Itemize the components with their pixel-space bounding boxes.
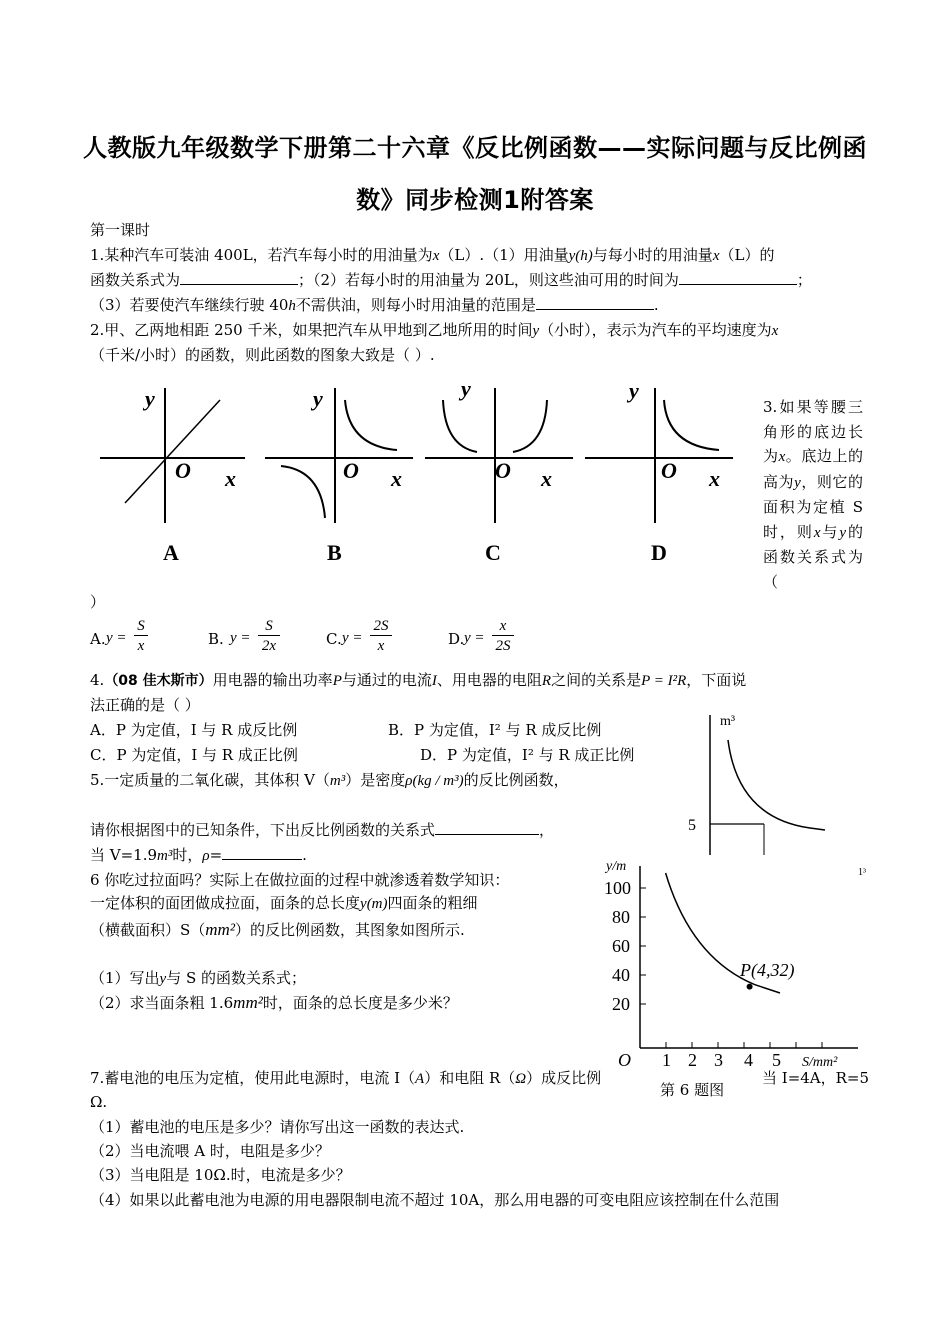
q1-blank-2[interactable] bbox=[679, 270, 797, 285]
q6-graph-point-label: P(4,32) bbox=[740, 960, 795, 980]
graph-d-x-label: x bbox=[709, 466, 720, 491]
graph-a[interactable] bbox=[100, 386, 245, 565]
graph-d-origin: O bbox=[661, 458, 677, 483]
q6-graph-xlabel: S/mm² bbox=[802, 1055, 838, 1070]
graph-b-label: B bbox=[327, 540, 342, 565]
q1-line3: （3）若要使汽车继续行驶 40h不需供油，则每小时用油量的范围是 . bbox=[90, 296, 659, 314]
graph-c[interactable] bbox=[425, 378, 573, 565]
q2-line1: 2.甲、乙两地相距 250 千米，如果把汽车从甲地到乙地所用的时间y（小时），表示为汽车的平均速度为x bbox=[90, 321, 779, 339]
lesson-label: 第一课时 bbox=[90, 221, 151, 239]
q5-blank-1[interactable] bbox=[435, 820, 539, 835]
q1-line1: 1.某种汽车可装油 400L，若汽车每小时的用油量为x（L）.（1）用油量y(h)与每小时的用油量x（L）的 bbox=[90, 246, 775, 264]
q6-graph-point bbox=[747, 984, 753, 990]
q6-graph-xtick-3: 3 bbox=[714, 1050, 723, 1070]
q5-graph-corner: 1³ bbox=[858, 867, 866, 875]
q5-graph bbox=[680, 700, 880, 875]
q6-graph-ytick-40: 40 bbox=[612, 965, 630, 985]
graph-c-label: C bbox=[485, 540, 501, 565]
q6-graph-ylabel: y/m bbox=[606, 859, 627, 874]
page-title-line1: 人教版九年级数学下册第二十六章《反比例函数——实际问题与反比例函 bbox=[83, 134, 867, 162]
graph-b-y-label: y bbox=[313, 386, 323, 411]
q5-line1: 5.一定质量的二氧化碳，其体积 V（m³）是密度ρ(kg / m³)的反比例函数， bbox=[90, 771, 569, 789]
graph-a-x-label: x bbox=[225, 466, 236, 491]
q6-line3: （横截面积）S（mm²）的反比例函数，其图象如图所示. bbox=[90, 920, 465, 939]
q6-sub2: （2）求当面条粗 1.6mm²时，面条的总长度是多少米？ bbox=[90, 993, 458, 1012]
q6-graph-ytick-60: 60 bbox=[612, 936, 630, 956]
q1-line2: 函数关系式为 ；（2）若每小时的用油量为 20L，则这些油可用的时间为 ； bbox=[90, 271, 812, 289]
q6-graph-xtick-5: 5 bbox=[772, 1050, 781, 1070]
q7-line1: 7.蓄电池的电压为定植，使用此电源时，电流 I（A）和电阻 R（Ω）成反比例 bbox=[90, 1069, 602, 1087]
q6-line2: 一定体积的面团做成拉面，面条的总长度y(m)四面条的粗细 bbox=[90, 894, 478, 912]
graph-c-y-label: y bbox=[461, 378, 471, 401]
q7-sub1: （1）蓄电池的电压是多少？请你写出这一函数的表达式. bbox=[90, 1118, 465, 1136]
q5-graph-value: 5 bbox=[688, 817, 696, 834]
q1-blank-3[interactable] bbox=[536, 295, 654, 310]
q6-graph-xtick-2: 2 bbox=[688, 1050, 697, 1070]
graph-a-label: A bbox=[163, 540, 179, 565]
q3-options: A. y = S x B. y = S 2x C. y = 2S x D. y = x 2S bbox=[90, 618, 610, 662]
q6-graph-xtick-4: 4 bbox=[744, 1050, 753, 1070]
q4-option-a[interactable]: A．P 为定值，I 与 R 成反比例 bbox=[90, 721, 298, 739]
graph-c-origin: O bbox=[495, 458, 511, 483]
q7-line1-end: 当 I=4A，R=5 bbox=[762, 1069, 870, 1087]
graph-b-x-label: x bbox=[391, 466, 402, 491]
q3-close-paren: ） bbox=[90, 593, 106, 611]
q3-text: 3.如果等腰三角形的底边长为x。底边上的高为y，则它的面积为定植 S 时，则x与y的函数关系式为（ bbox=[763, 398, 863, 591]
q5-blank-2[interactable] bbox=[222, 845, 302, 860]
q7-sub3: （3）当电阻是 10Ω.时，电流是多少？ bbox=[90, 1166, 351, 1184]
q2-line2: （千米/小时）的函数，则此函数的图象大致是（ ）. bbox=[90, 346, 435, 364]
q6-line1: 6 你吃过拉面吗？实际上在做拉面的过程中就渗透着数学知识： bbox=[90, 871, 510, 889]
graph-d-label: D bbox=[651, 540, 667, 565]
q4-option-b[interactable]: B．P 为定值，I² 与 R 成反比例 bbox=[388, 721, 602, 739]
graph-b-origin: O bbox=[343, 458, 359, 483]
q2-graphs bbox=[95, 378, 745, 573]
q6-graph-caption: 第 6 题图 bbox=[660, 1081, 725, 1099]
q6-graph-xtick-1: 1 bbox=[662, 1050, 671, 1070]
q5-line3: 当 V=1.9m³时，ρ= . bbox=[90, 846, 307, 864]
q6-graph-ytick-80: 80 bbox=[612, 907, 630, 927]
q4-line1: 4.（08 佳木斯市）用电器的输出功率P与通过的电流I、用电器的电阻R之间的关系是P = I²R，下面说 bbox=[90, 671, 747, 689]
graph-a-origin: O bbox=[175, 458, 191, 483]
q5-line2: 请你根据图中的已知条件，下出反比例函数的关系式 ， bbox=[90, 821, 555, 839]
q6-graph-ytick-20: 20 bbox=[612, 994, 630, 1014]
graph-a-y-label: y bbox=[145, 386, 155, 411]
q6-graph-ytick-100: 100 bbox=[604, 878, 631, 898]
q7-sub2: （2）当电流喂 A 时，电阻是多少？ bbox=[90, 1142, 330, 1160]
page-title-line2: 数》同步检测1附答案 bbox=[356, 186, 594, 214]
q6-graph-origin: O bbox=[618, 1050, 631, 1070]
q4-option-c[interactable]: C．P 为定值，I 与 R 成正比例 bbox=[90, 746, 298, 764]
graph-c-x-label: x bbox=[541, 466, 552, 491]
q4-option-d[interactable]: D．P 为定值，I² 与 R 成正比例 bbox=[420, 746, 635, 764]
graph-d-y-label: y bbox=[629, 378, 639, 403]
q7-line2: Ω. bbox=[90, 1093, 108, 1111]
q6-graph bbox=[596, 858, 866, 1073]
q6-graph-ticks bbox=[640, 888, 822, 1048]
q7-sub4: （4）如果以此蓄电池为电源的用电器限制电流不超过 10A，那么用电器的可变电阻应该控制在什么范围 bbox=[90, 1191, 780, 1209]
graph-d[interactable] bbox=[585, 378, 733, 565]
q6-sub1: （1）写出y与 S 的函数关系式； bbox=[90, 969, 307, 987]
graph-b[interactable] bbox=[265, 386, 413, 565]
q5-graph-ylabel: m³ bbox=[720, 714, 736, 729]
q4-line2: 法正确的是（ ） bbox=[90, 696, 200, 714]
q1-blank-1[interactable] bbox=[180, 270, 298, 285]
